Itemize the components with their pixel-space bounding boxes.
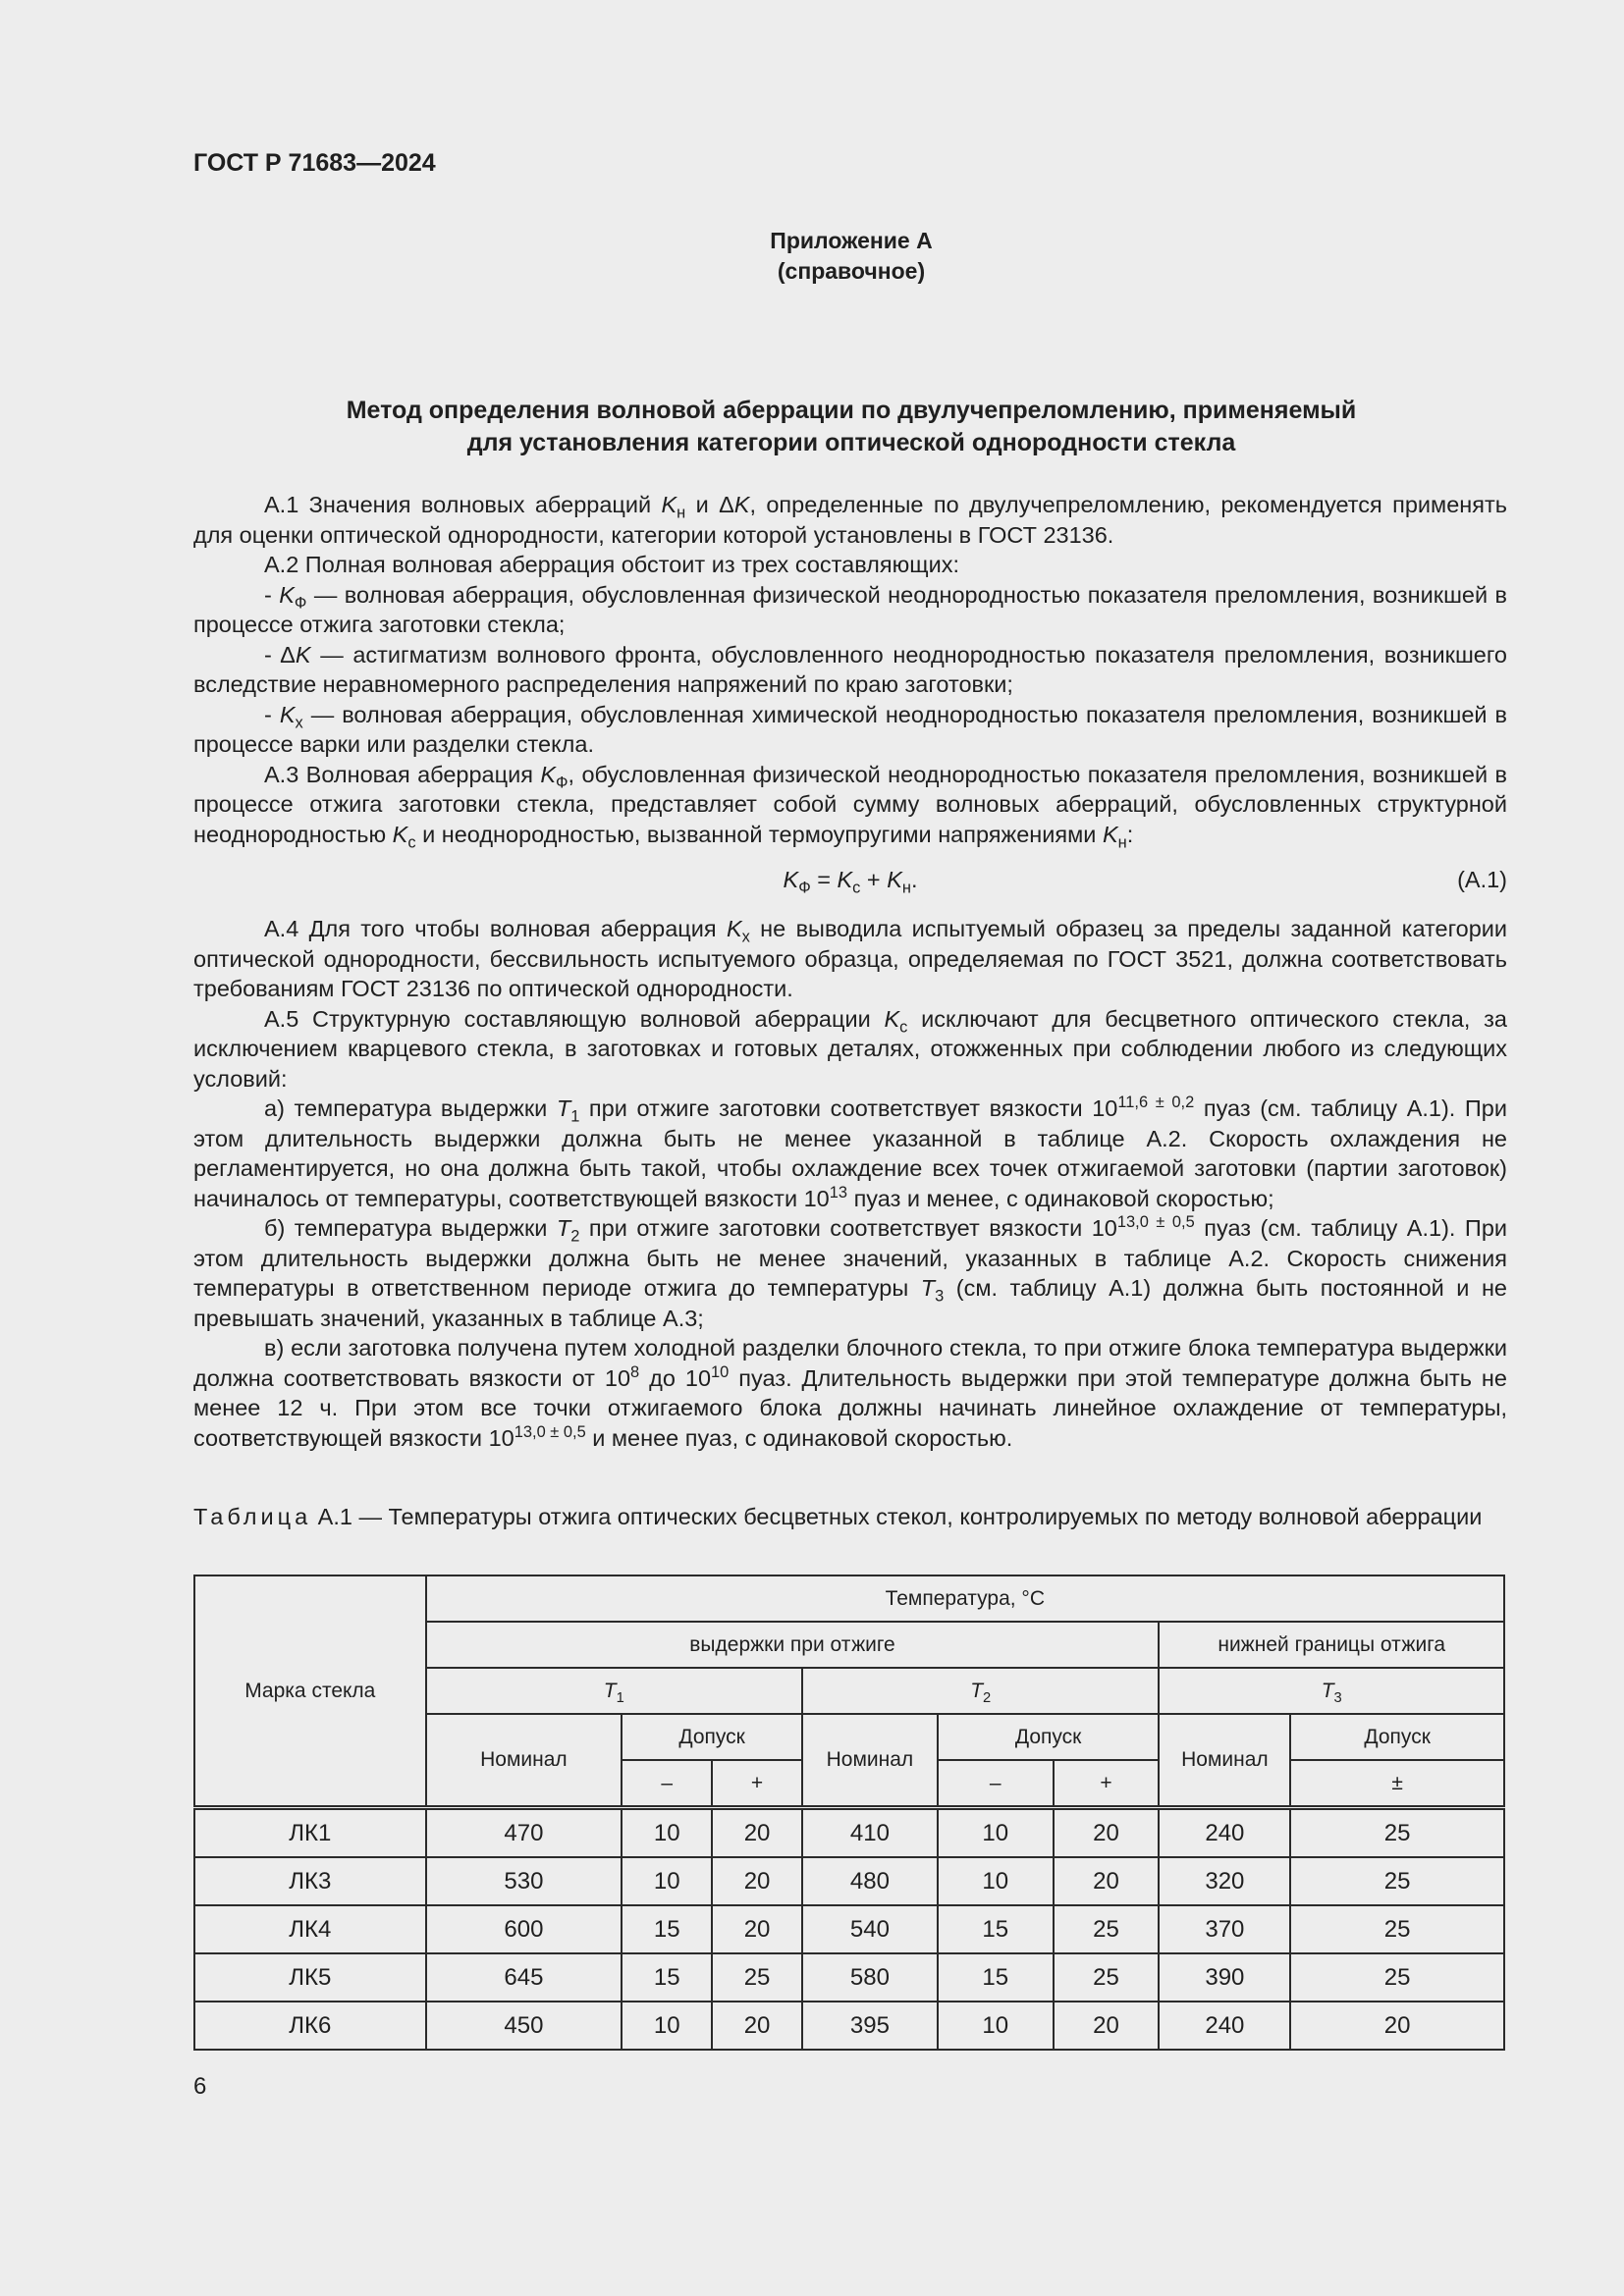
cell-grade: ЛК6 [194, 2002, 426, 2050]
section-title-line-2: для установления категории оптической однородности стекла [466, 429, 1236, 456]
header-lower-limit: нижней границы отжига [1159, 1622, 1504, 1668]
header-temperature: Температура, °С [426, 1575, 1504, 1622]
cell-t1-plus: 25 [712, 1953, 802, 2002]
paragraph-a5: А.5 Структурную составляющую волновой аберрации $K_с$ исключают для бесцветного оптического стекла, за исключением кварцевого стекла, в заготовках и готовых деталях, отожженных при соблюдении любого из следующих условий: [193, 1005, 1508, 1092]
cell-grade: ЛК1 [194, 1808, 426, 1858]
cell-t3-tolerance: 25 [1290, 1808, 1504, 1858]
cell-t2-nominal: 410 [802, 1808, 938, 1858]
cell-t1-plus: 20 [712, 2002, 802, 2050]
cell-t2-minus: 10 [938, 1808, 1054, 1858]
table-row [194, 1905, 1504, 1953]
cell-t1-nominal: 470 [426, 1808, 623, 1858]
appendix-heading [0, 226, 1624, 287]
document-code: ГОСТ Р 71683—2024 [193, 149, 436, 177]
header-t2-nominal: Номинал [802, 1714, 938, 1808]
paragraph-a1: А.1 Значения волновых аберраций $K_н$ и ΔK, определенные по двулучепреломлению, рекомендуется применять для оценки оптической однородности, категории которой установлены в ГОСТ 23136. [193, 492, 1507, 548]
cell-t2-nominal: 480 [802, 1857, 938, 1905]
cell-t2-nominal: 395 [802, 2002, 938, 2050]
header-t1-tolerance: Допуск [622, 1714, 802, 1760]
document-body [193, 490, 1507, 1453]
header-t2-minus: – [938, 1760, 1054, 1808]
list-item-b: б) температура выдержки $T_2$ при отжиге заготовки соответствует вязкости $10^{13,0 \pm 0,5}$ пуаз (см. таблицу А.1). При этом длительность выдержки должна быть не менее значений, указанных в таблице А.2. Скорость снижения температуры в ответственном периоде отжига до температуры $T_3$ (см. таблицу А.1) должна быть постоянной и не превышать значений, указанных в таблице А.3; [193, 1213, 1508, 1331]
cell-t3-tolerance: 25 [1290, 1857, 1504, 1905]
list-item-dk: - ΔK — астигматизм волнового фронта, обусловленного неоднородностью показателя преломления, возникшего вследствие неравномерного распределения напряжений по краю заготовки; [193, 641, 1507, 697]
cell-t1-nominal: 530 [426, 1857, 623, 1905]
cell-t2-minus: 15 [938, 1905, 1054, 1953]
header-hold: выдержки при отжиге [426, 1622, 1160, 1668]
list-item-a: а) температура выдержки $T_1$ при отжиге заготовки соответствует вязкости $10^{11,6 \pm 0,2}$ пуаз (см. таблицу А.1). При этом длительность выдержки должна быть не менее указанной в таблице А.2. Скорость охлаждения не регламентируется, но она должна быть такой, чтобы охлаждение всех точек отжигаемой заготовки (партии заготовок) начиналось от температуры, соответствующей вязкости $10^{13}$ пуаз и менее, с одинаковой скоростью; [193, 1094, 1507, 1211]
cell-t1-minus: 10 [622, 2002, 712, 2050]
cell-t1-plus: 20 [712, 1905, 802, 1953]
list-item-kx: - $K_х$ — волновая аберрация, обусловленная химической неоднородностью показателя преломления, возникшей в процессе варки или разделки стекла. [193, 701, 1508, 757]
header-glass-grade: Марка стекла [194, 1575, 426, 1808]
cell-t1-nominal: 450 [426, 2002, 623, 2050]
appendix-label: Приложение А [770, 228, 933, 253]
annealing-temperature-table [193, 1575, 1505, 2051]
cell-grade: ЛК3 [194, 1857, 426, 1905]
cell-t3-nominal: 240 [1159, 2002, 1290, 2050]
cell-t3-tolerance: 25 [1290, 1905, 1504, 1953]
header-t2: $T_2$ [802, 1668, 1159, 1714]
table-caption-text: А.1 — Температуры отжига оптических бесцветных стекол, контролируемых по методу волновой аберрации [311, 1504, 1483, 1529]
list-item-kf: - $K_Ф$ — волновая аберрация, обусловленная физической неоднородностью показателя преломления, возникшей в процессе отжига заготовки стекла; [193, 581, 1508, 637]
cell-t2-plus: 20 [1054, 1808, 1160, 1858]
header-t1-minus: – [622, 1760, 712, 1808]
cell-t3-nominal: 240 [1159, 1808, 1290, 1858]
header-t3-tolerance: Допуск [1290, 1714, 1504, 1760]
table-row [194, 2002, 1504, 2050]
paragraph-a4: А.4 Для того чтобы волновая аберрация $K_х$ не выводила испытуемый образец за пределы заданной категории оптической однородности, бессвильность испытуемого образца, определяемая по ГОСТ 3521, должна соответствовать требованиям ГОСТ 23136 по оптической однородности. [193, 916, 1508, 1001]
cell-t2-nominal: 580 [802, 1953, 938, 2002]
cell-grade: ЛК5 [194, 1953, 426, 2002]
list-item-v: в) если заготовка получена путем холодной разделки блочного стекла, то при отжиге блока температура выдержки должна соответствовать вязкости от $10^8$ до $10^{10}$ пуаз. Длительность выдержки при этой температуре должна быть не менее 12 ч. При этом все точки отжигаемого блока должны начинать линейное охлаждение от температуры, соответствующей вязкости $10^{13,0 \pm 0,5}$ и менее пуаз, с одинаковой скоростью. [193, 1335, 1507, 1451]
cell-t3-tolerance: 25 [1290, 1953, 1504, 2002]
paragraph-a2: А.2 Полная волновая аберрация обстоит из трех составляющих: [264, 552, 959, 577]
header-t2-tolerance: Допуск [938, 1714, 1160, 1760]
cell-t1-minus: 10 [622, 1857, 712, 1905]
header-t3-nominal: Номинал [1159, 1714, 1290, 1808]
formula-a1 [193, 849, 1507, 910]
cell-t2-plus: 25 [1054, 1953, 1160, 2002]
cell-t1-plus: 20 [712, 1857, 802, 1905]
cell-t3-nominal: 320 [1159, 1857, 1290, 1905]
cell-t2-minus: 10 [938, 2002, 1054, 2050]
formula-expression: $K_Ф = K_с + K_н$. [783, 867, 918, 897]
header-t1-nominal: Номинал [426, 1714, 623, 1808]
cell-t1-nominal: 600 [426, 1905, 623, 1953]
cell-t2-plus: 20 [1054, 1857, 1160, 1905]
table-row [194, 1857, 1504, 1905]
cell-t2-minus: 15 [938, 1953, 1054, 2002]
header-t1: $T_1$ [426, 1668, 802, 1714]
header-t2-plus: + [1054, 1760, 1160, 1808]
table-row [194, 1808, 1504, 1858]
paragraph-a3: А.3 Волновая аберрация $K_Ф$, обусловленная физической неоднородностью показателя преломления, возникшей в процессе отжига заготовки стекла, представляет собой сумму волновых аберраций, обусловленных структурной неоднородностью $K_с$ и неоднородностью, вызванной термоупругими напряжениями $K_н$: [193, 761, 1507, 852]
cell-t2-minus: 10 [938, 1857, 1054, 1905]
page-number: 6 [193, 2073, 207, 2100]
appendix-kind: (справочное) [777, 258, 926, 284]
cell-t2-plus: 25 [1054, 1905, 1160, 1953]
header-t1-plus: + [712, 1760, 802, 1808]
cell-t1-plus: 20 [712, 1808, 802, 1858]
cell-t1-minus: 10 [622, 1808, 712, 1858]
table-caption-label: Таблица [193, 1504, 312, 1529]
formula-number: (А.1) [1457, 867, 1507, 892]
section-title [255, 395, 1447, 459]
cell-t3-nominal: 370 [1159, 1905, 1290, 1953]
cell-t2-plus: 20 [1054, 2002, 1160, 2050]
header-t3: $T_3$ [1159, 1668, 1504, 1714]
cell-grade: ЛК4 [194, 1905, 426, 1953]
table-row [194, 1953, 1504, 2002]
cell-t1-minus: 15 [622, 1905, 712, 1953]
cell-t3-nominal: 390 [1159, 1953, 1290, 2002]
table-caption [193, 1502, 1507, 1532]
section-title-line-1: Метод определения волновой аберрации по двулучепреломлению, применяемый [346, 397, 1357, 424]
cell-t1-minus: 15 [622, 1953, 712, 2002]
cell-t3-tolerance: 20 [1290, 2002, 1504, 2050]
header-t3-plusminus: ± [1290, 1760, 1504, 1808]
cell-t2-nominal: 540 [802, 1905, 938, 1953]
cell-t1-nominal: 645 [426, 1953, 623, 2002]
